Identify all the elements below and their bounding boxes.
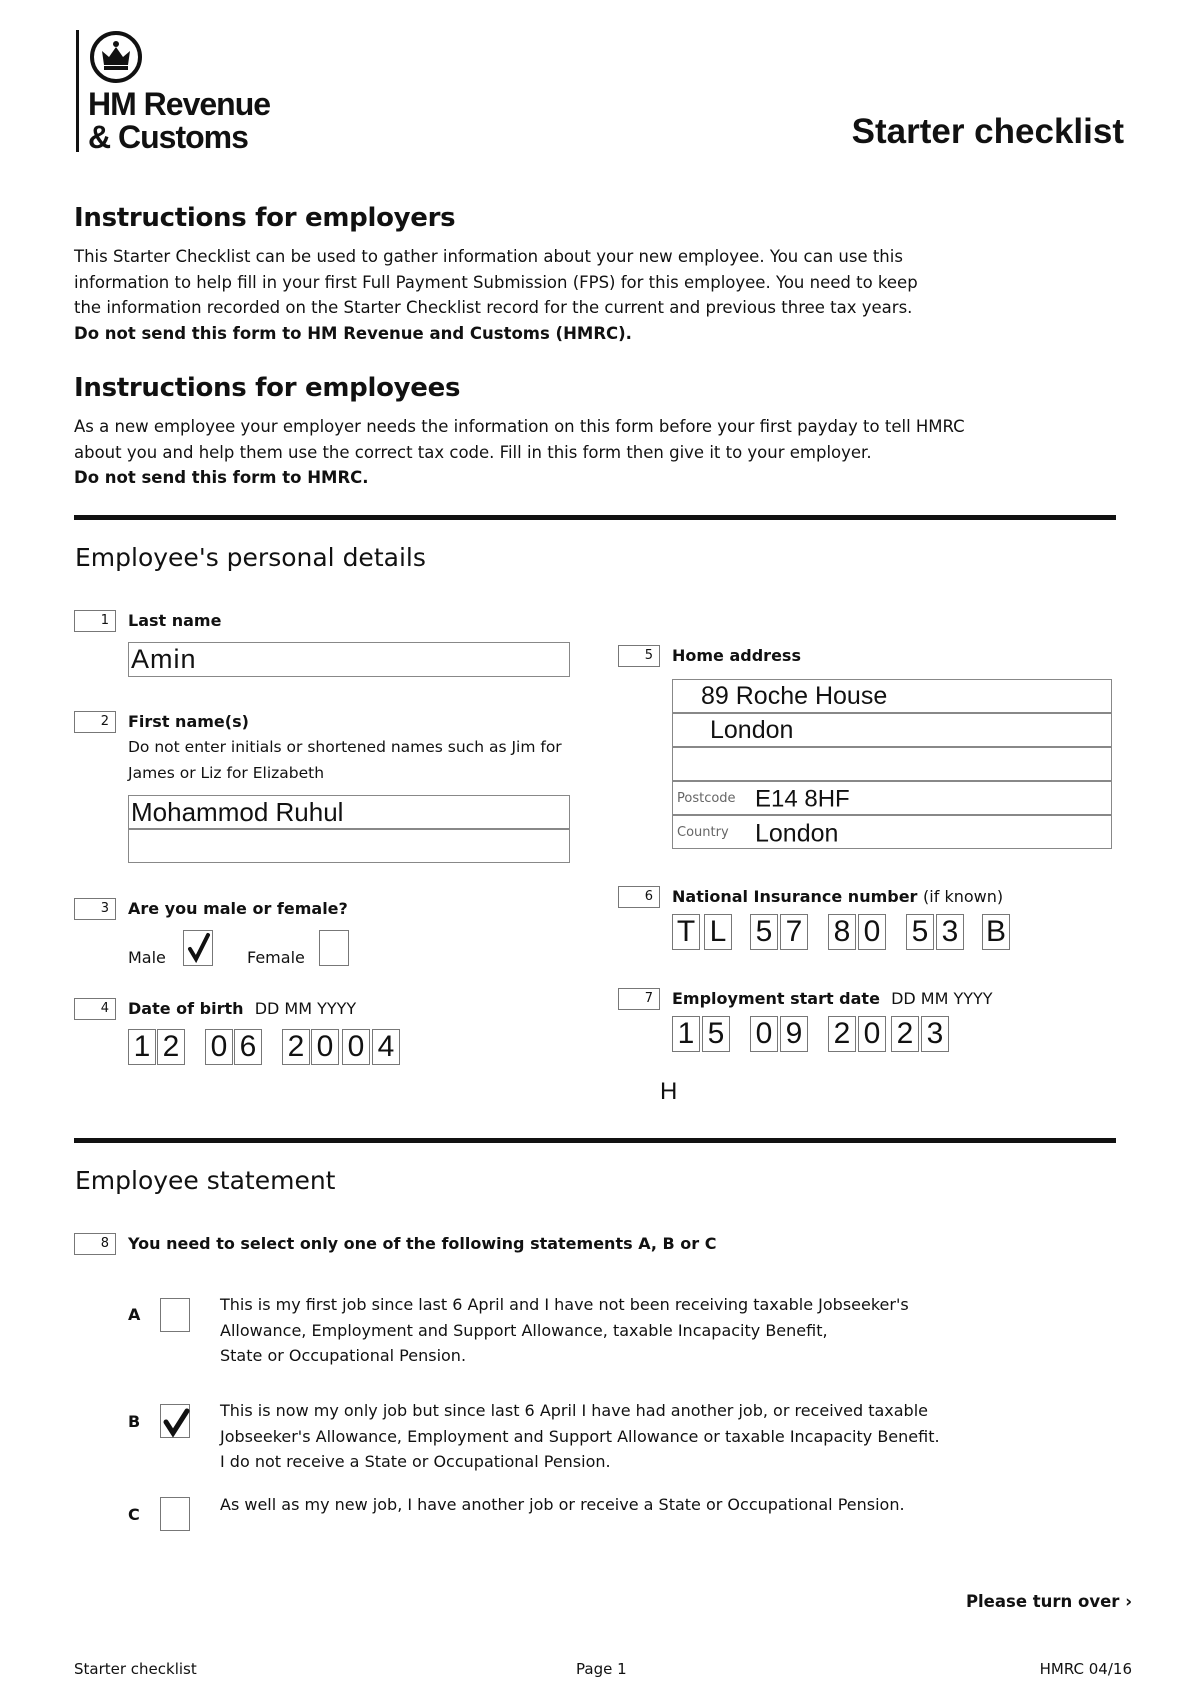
checkmark-icon (161, 1405, 191, 1439)
statement-c-checkbox[interactable] (160, 1497, 190, 1531)
ni-number-char-box[interactable]: B (982, 914, 1010, 950)
start-date-char-box[interactable]: 3 (921, 1016, 949, 1052)
crown-crest-icon (90, 31, 142, 83)
logo-line-1: HM Revenue (88, 86, 271, 122)
question-number-7: 7 (618, 988, 660, 1010)
dob-label: Date of birth DD MM YYYY (128, 999, 357, 1018)
ni-number-char-box[interactable]: 0 (858, 914, 886, 950)
logo-bar (76, 30, 79, 152)
logo-line-2: & Customs (88, 119, 248, 155)
hmrc-logo-text (88, 88, 270, 154)
employees-heading: Instructions for employees (74, 373, 461, 403)
start-date-char-box[interactable]: 0 (858, 1016, 886, 1052)
footer-page: Page 1 (576, 1660, 627, 1678)
first-name-field[interactable]: Mohammod Ruhul (128, 795, 570, 829)
last-name-field[interactable]: Amin (128, 642, 570, 677)
statement-b-letter: B (128, 1412, 141, 1431)
postcode-value: E14 8HF (755, 785, 850, 813)
please-turn-over: Please turn over › (965, 1592, 1132, 1611)
ni-number-char-box[interactable]: 5 (750, 914, 778, 950)
section-divider (74, 515, 1116, 520)
dob-char-box[interactable]: 2 (282, 1029, 310, 1065)
start-date-char-box[interactable]: 2 (828, 1016, 856, 1052)
section-divider-2 (74, 1138, 1116, 1143)
dob-char-box[interactable]: 2 (157, 1029, 185, 1065)
first-name-field-line-2[interactable] (128, 829, 570, 863)
dob-char-box[interactable]: 6 (234, 1029, 262, 1065)
dob-char-box[interactable]: 4 (372, 1029, 400, 1065)
address-line-2[interactable]: London (672, 713, 1112, 747)
question-number-2: 2 (74, 711, 116, 733)
ni-number-char-box[interactable]: L (704, 914, 732, 950)
dob-char-box[interactable]: 0 (342, 1029, 370, 1065)
employers-heading: Instructions for employers (74, 203, 456, 233)
start-date-char-box[interactable]: 0 (750, 1016, 778, 1052)
statement-c-letter: C (128, 1505, 140, 1524)
ni-number-char-box[interactable]: T (672, 914, 700, 950)
home-address-label: Home address (672, 646, 801, 665)
footer-right: HMRC 04/16 (1039, 1660, 1132, 1678)
female-checkbox[interactable] (319, 930, 349, 966)
last-name-label: Last name (128, 611, 222, 630)
postcode-label: Postcode (677, 791, 736, 807)
employers-instructions: This Starter Checklist can be used to gather information about your new employee. You can use this information to help fill in your first Full Payment Submission (FPS) for this employee. You need to keep the information recorded on the Starter Checklist record for the current and previous three tax years. Do not send this form to HM Revenue and Customs (HMRC). (74, 247, 918, 343)
start-date-label: Employment start date DD MM YYYY (672, 989, 993, 1008)
country-value: London (755, 819, 839, 848)
ni-number-char-box[interactable]: 3 (936, 914, 964, 950)
statement-a-checkbox[interactable] (160, 1298, 190, 1332)
checkmark-icon (184, 931, 214, 967)
first-name-label: First name(s) (128, 712, 249, 731)
country-label: Country (677, 825, 729, 841)
male-checkbox[interactable] (183, 930, 213, 966)
start-date-char-box[interactable]: 1 (672, 1016, 700, 1052)
statement-a-letter: A (128, 1305, 141, 1324)
address-line-3[interactable] (672, 747, 1112, 781)
question-number-4: 4 (74, 998, 116, 1020)
start-date-char-box[interactable]: 2 (891, 1016, 919, 1052)
footer-left: Starter checklist (74, 1660, 197, 1678)
employees-instructions: As a new employee your employer needs the information on this form before your first payday to tell HMRC about you and help them use the correct tax code. Fill in this form then give it to your employer. Do not send this form to HMRC. (74, 417, 965, 487)
postcode-field[interactable] (672, 781, 1112, 815)
dob-char-box[interactable]: 1 (128, 1029, 156, 1065)
ni-number-char-box[interactable]: 7 (780, 914, 808, 950)
dob-char-box[interactable]: 0 (205, 1029, 233, 1065)
address-line-1[interactable]: 89 Roche House (672, 679, 1112, 713)
question-number-3: 3 (74, 898, 116, 920)
ni-number-char-box[interactable]: 5 (906, 914, 934, 950)
first-name-help: Do not enter initials or shortened names such as Jim for James or Liz for Elizabeth (128, 738, 562, 782)
statement-instruction: You need to select only one of the following statements A, B or C (128, 1234, 717, 1253)
start-date-char-box[interactable]: 9 (780, 1016, 808, 1052)
male-label: Male (128, 948, 166, 967)
start-date-char-box[interactable]: 5 (702, 1016, 730, 1052)
stray-handwritten-mark: H (660, 1078, 678, 1105)
statement-b-text: This is now my only job but since last 6 April I have had another job, or received taxable Jobseeker's Allowance, Employment and Support Allowance or taxable Incapacity Benefit. I do not receive a State or Occupational Pension. (220, 1401, 940, 1471)
statement-b-checkbox[interactable] (160, 1404, 190, 1438)
statement-c-text: As well as my new job, I have another job or receive a State or Occupational Pension. (220, 1495, 905, 1514)
gender-label: Are you male or female? (128, 899, 348, 918)
country-field[interactable] (672, 815, 1112, 849)
employee-statement-title: Employee statement (75, 1166, 336, 1195)
question-number-5: 5 (618, 645, 660, 667)
personal-details-title: Employee's personal details (75, 543, 426, 572)
statement-a-text: This is my first job since last 6 April and I have not been receiving taxable Jobseeker's Allowance, Employment and Support Allowance, taxable Incapacity Benefit, State or Occupational Pension. (220, 1295, 909, 1365)
question-number-8: 8 (74, 1233, 116, 1255)
ni-number-label: National Insurance number (if known) (672, 887, 1004, 906)
ni-number-char-box[interactable]: 8 (828, 914, 856, 950)
question-number-1: 1 (74, 610, 116, 632)
question-number-6: 6 (618, 886, 660, 908)
dob-char-box[interactable]: 0 (311, 1029, 339, 1065)
female-label: Female (247, 948, 305, 967)
document-title: Starter checklist (851, 112, 1124, 151)
